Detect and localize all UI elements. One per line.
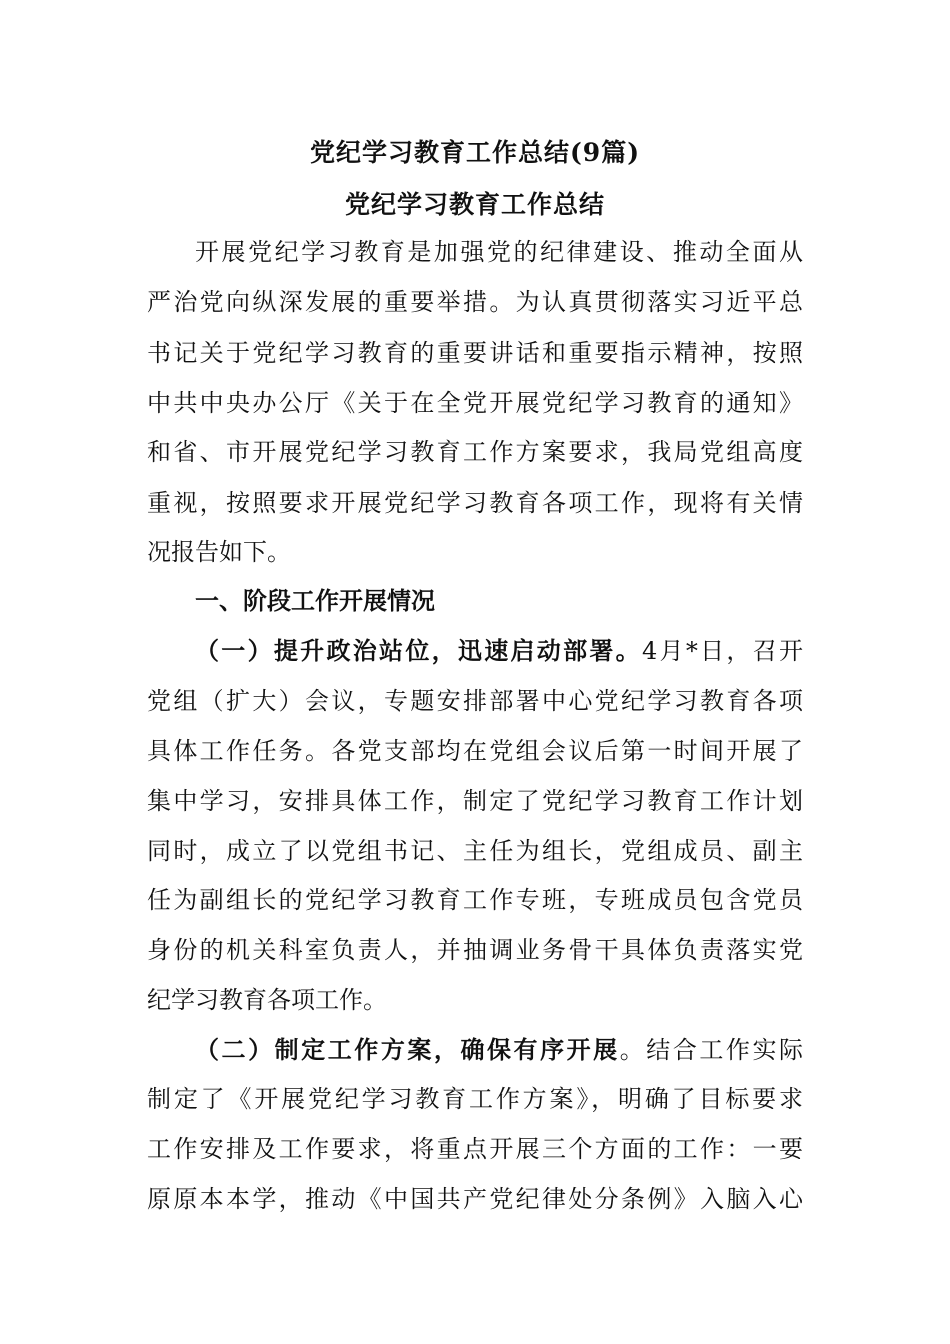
intro-line-3: 书记关于党纪学习教育的重要讲话和重要指示精神，按照: [147, 339, 803, 367]
para1-first-line-rest: 4月*日，召开: [641, 637, 803, 665]
para1-line-2: 党组（扩大）会议，专题安排部署中心党纪学习教育各项: [147, 687, 803, 715]
para1-bold-lead: （一）提升政治站位，迅速启动部署。: [195, 636, 642, 665]
para1-line-5: 同时，成立了以党组书记、主任为组长，党组成员、副主: [147, 837, 803, 865]
para1-line-4: 集中学习，安排具体工作，制定了党纪学习教育工作计划: [147, 787, 803, 815]
document-subtitle: 党纪学习教育工作总结: [344, 190, 605, 219]
para2-bold-lead: （二）制定工作方案，确保有序开展: [195, 1035, 620, 1064]
para1-line-7: 身份的机关科室负责人，并抽调业务骨干具体负责落实党: [147, 936, 803, 964]
para2-line-4: 原原本本学，推动《中国共产党纪律处分条例》入脑入心: [147, 1185, 803, 1213]
para2-line-2: 制定了《开展党纪学习教育工作方案》，明确了目标要求: [147, 1085, 803, 1113]
section-heading: 一、阶段工作开展情况: [195, 586, 435, 615]
intro-line-4: 中共中央办公厅《关于在全党开展党纪学习教育的通知》: [147, 389, 803, 417]
intro-line-2: 严治党向纵深发展的重要举措。为认真贯彻落实习近平总: [147, 288, 803, 316]
para1-first-line: [195, 634, 803, 668]
para1-line-8: 纪学习教育各项工作。: [147, 986, 387, 1014]
intro-line-7: 况报告如下。: [147, 538, 291, 566]
intro-line-1: 开展党纪学习教育是加强党的纪律建设、推动全面从: [195, 238, 803, 266]
para1-line-3: 具体工作任务。各党支部均在党组会议后第一时间开展了: [147, 737, 803, 765]
para1-line-6: 任为副组长的党纪学习教育工作专班，专班成员包含党员: [147, 886, 803, 914]
document-title: 党纪学习教育工作总结(9篇): [309, 138, 641, 167]
intro-line-5: 和省、市开展党纪学习教育工作方案要求，我局党组高度: [147, 438, 803, 466]
para2-first-line: [195, 1033, 803, 1067]
para2-first-line-rest: 。结合工作实际: [619, 1036, 804, 1064]
intro-line-6: 重视，按照要求开展党纪学习教育各项工作，现将有关情: [147, 489, 803, 517]
para2-line-3: 工作安排及工作要求，将重点开展三个方面的工作：一要: [147, 1135, 803, 1163]
